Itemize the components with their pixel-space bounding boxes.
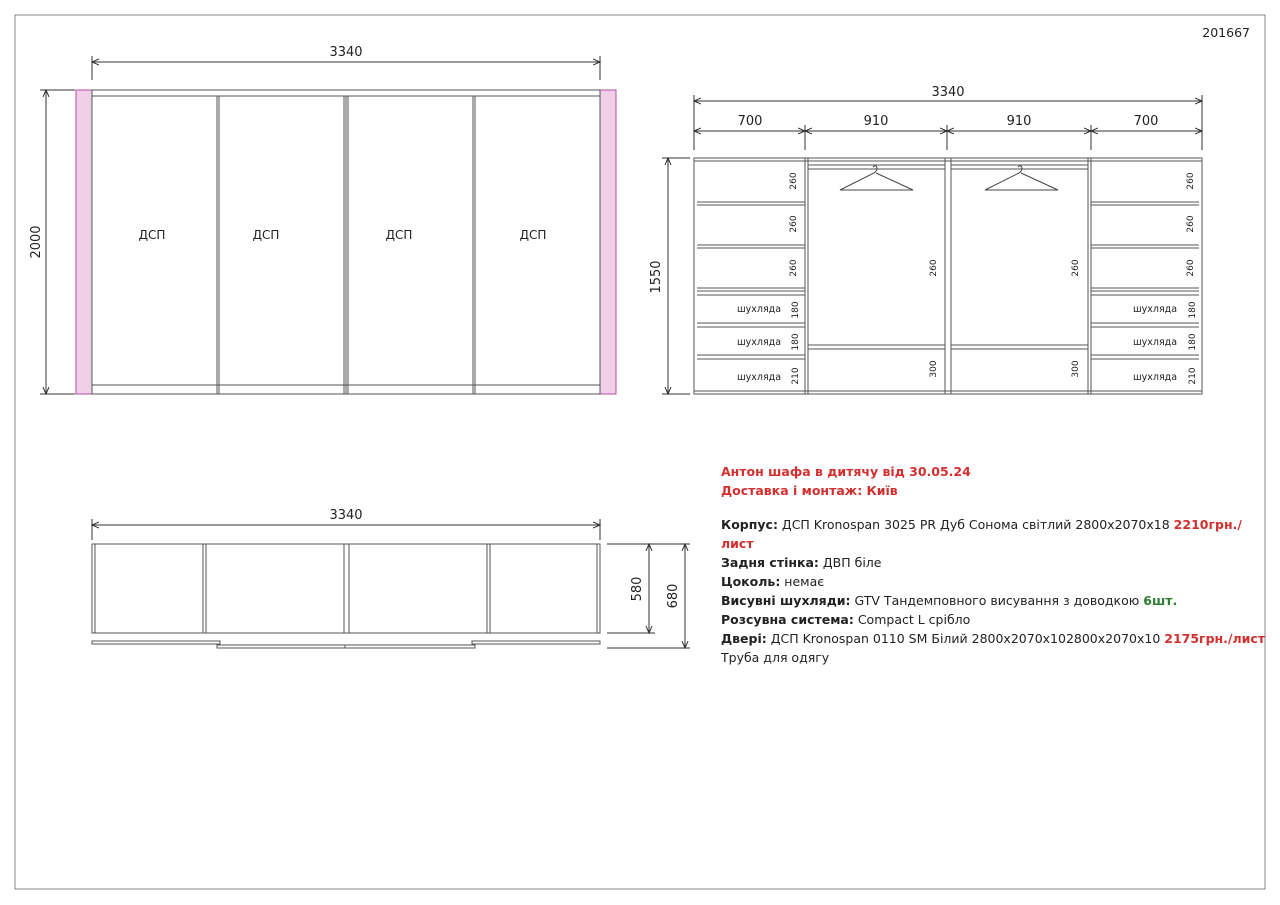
spec-line (721, 591, 1271, 610)
front-height-label: 2000 (29, 225, 44, 259)
specification-notes (721, 462, 1271, 667)
door-4 (475, 96, 600, 394)
door-2 (219, 96, 344, 394)
right-shelf-label-3: 260 (1186, 259, 1196, 277)
spec-line-label: Розсувна система: (721, 612, 854, 627)
left-shelf-label-3: 260 (789, 259, 799, 277)
spec-line-text: ДВП біле (818, 555, 882, 570)
spec-line (721, 610, 1271, 629)
order-title: Антон шафа в дитячу від 30.05.24 (721, 464, 971, 479)
drawer-label-right-1: шухляда (1132, 304, 1178, 315)
left-shelf-label-4: 180 (791, 301, 801, 319)
section-label-1: 700 (737, 114, 763, 129)
drawer-label-left-3: шухляда (736, 372, 782, 383)
right-side-panel (600, 90, 616, 394)
plan-depth-outer-label: 680 (666, 583, 681, 609)
spec-line (721, 572, 1271, 591)
interior-width-label: 3340 (931, 85, 965, 100)
plan-depth-inner-label: 580 (630, 576, 645, 602)
front-width-label: 3340 (329, 45, 363, 60)
left-shelf-label-1: 260 (789, 172, 799, 190)
hanging-upper-label-right: 260 (1071, 259, 1081, 277)
spec-line-label: Висувні шухляди: (721, 593, 851, 608)
plan-view (92, 519, 690, 648)
spec-line-text: GTV Тандемповного висування з доводкою (850, 593, 1144, 608)
spec-line-label: Цоколь: (721, 574, 781, 589)
hanging-upper-label-left: 260 (929, 259, 939, 277)
delivery-line: Доставка і монтаж: Київ (721, 483, 898, 498)
right-shelf-label-6: 210 (1188, 367, 1198, 385)
drawer-label-right-2: шухляда (1132, 337, 1178, 348)
interior-view (662, 95, 1202, 394)
drawer-label-left-1: шухляда (736, 304, 782, 315)
document-number: 201667 (1202, 25, 1250, 40)
plan-door-2 (217, 645, 345, 648)
spec-line-label: Корпус: (721, 517, 778, 532)
drawer-label-left-2: шухляда (736, 337, 782, 348)
spec-line (721, 648, 1271, 667)
spec-line (721, 629, 1271, 648)
spec-line-text: немає (780, 574, 825, 589)
spec-line-label: Задня стінка: (721, 555, 819, 570)
left-side-panel (76, 90, 92, 394)
interior-height-label: 1550 (649, 260, 664, 294)
spec-line-label: Двері: (721, 631, 767, 646)
spec-line-text: Труба для одягу (721, 650, 830, 665)
door-label-3: ДСП (385, 228, 413, 242)
door-label-2: ДСП (252, 228, 280, 242)
spec-line-price: 6шт. (1143, 593, 1178, 608)
spec-line-text: ДСП Kronospan 3025 PR Дуб Сонома світлий 2800x2070x18 (777, 517, 1174, 532)
door-label-1: ДСП (138, 228, 166, 242)
right-shelf-label-2: 260 (1186, 215, 1196, 233)
plan-door-4 (472, 641, 600, 644)
plan-door-1 (92, 641, 220, 644)
section-label-3: 910 (1006, 114, 1032, 129)
left-shelf-label-2: 260 (789, 215, 799, 233)
right-shelf-label-5: 180 (1188, 333, 1198, 351)
spec-lines (721, 515, 1271, 667)
spec-line-price: 2175грн./лист (1164, 631, 1266, 646)
plan-carcass (92, 544, 600, 633)
door-3 (348, 96, 473, 394)
plan-width-label: 3340 (329, 508, 363, 523)
front-view (40, 56, 616, 394)
hanging-lower-label-left: 300 (929, 360, 939, 378)
section-label-2: 910 (863, 114, 889, 129)
spec-line-text: Compact L срібло (853, 612, 971, 627)
section-label-4: 700 (1133, 114, 1159, 129)
left-shelf-label-5: 180 (791, 333, 801, 351)
right-shelf-label-4: 180 (1188, 301, 1198, 319)
door-1 (92, 96, 217, 394)
right-shelf-label-1: 260 (1186, 172, 1196, 190)
spec-line (721, 515, 1271, 553)
door-label-4: ДСП (519, 228, 547, 242)
spec-line (721, 553, 1271, 572)
spec-line-price: 2210грн./лист (721, 517, 1242, 551)
left-shelf-label-6: 210 (791, 367, 801, 385)
hanging-lower-label-right: 300 (1071, 360, 1081, 378)
spec-line-text: ДСП Kronospan 0110 SM Білий 2800x2070x102800x2070x10 (766, 631, 1165, 646)
drawer-label-right-3: шухляда (1132, 372, 1178, 383)
plan-door-3 (345, 645, 475, 648)
